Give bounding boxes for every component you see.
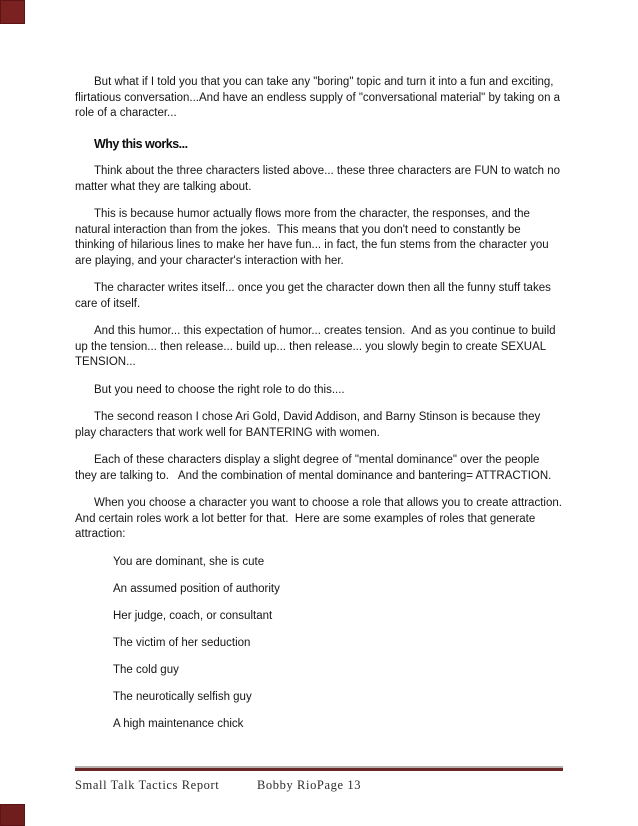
paragraph-intro: But what if I told you that you can take any "boring" topic and turn it into a fun and exciting, flirtatious conversation...And have an endless supply of "conversational material" by taking on a role of a character... bbox=[75, 76, 564, 119]
paragraph: Think about the three characters listed above... these three characters are FUN to watch no matter what they are talking about. bbox=[75, 165, 564, 193]
role-examples-list bbox=[113, 555, 563, 733]
paragraph: The character writes itself... once you get the character down then all the funny stuff takes care of itself. bbox=[75, 282, 555, 310]
footer-report-title: Small Talk Tactics Report bbox=[75, 778, 220, 792]
corner-marker-bottom-left bbox=[0, 804, 25, 826]
corner-marker-top-left bbox=[0, 0, 25, 24]
list-item: The cold guy bbox=[113, 663, 179, 676]
paragraph: The second reason I chose Ari Gold, David Addison, and Barny Stinson is because they play characters that work well for BANTERING with women. bbox=[75, 411, 544, 439]
section-heading: Why this works... bbox=[94, 136, 188, 151]
list-item: An assumed position of authority bbox=[113, 582, 280, 595]
list-item: Her judge, coach, or consultant bbox=[113, 609, 273, 622]
list-item: The victim of her seduction bbox=[113, 636, 251, 649]
page-footer bbox=[75, 766, 563, 793]
paragraph: And this humor... this expectation of humor... creates tension. And as you continue to build up the tension... then release... build up... then release... you slowly begin to create SEXUAL TENSION... bbox=[75, 325, 559, 368]
paragraph: This is because humor actually flows more from the character, the responses, and the natural interaction than from the jokes. This means that you don't need to constantly be thinking of hilarious lines to make her have fun... in fact, the fun stems from the character you are playing, and your character's interaction with her. bbox=[75, 208, 552, 267]
list-item: A high maintenance chick bbox=[113, 717, 244, 730]
paragraph: When you choose a character you want to choose a role that allows you to create attraction. And certain roles work a lot better for that. Here are some examples of roles that generate attraction: bbox=[75, 497, 568, 540]
paragraph: But you need to choose the right role to do this.... bbox=[94, 383, 345, 396]
document-body bbox=[75, 75, 568, 744]
footer-rule bbox=[75, 766, 563, 771]
footer-author-page: Bobby RioPage 13 bbox=[257, 778, 362, 792]
list-item: The neurotically selfish guy bbox=[113, 690, 252, 703]
paragraph: Each of these characters display a slight degree of "mental dominance" over the people they are talking to. And the combination of mental dominance and bantering= ATTRACTION. bbox=[75, 454, 552, 482]
footer-text-row bbox=[75, 778, 563, 793]
list-item: You are dominant, she is cute bbox=[113, 555, 265, 568]
